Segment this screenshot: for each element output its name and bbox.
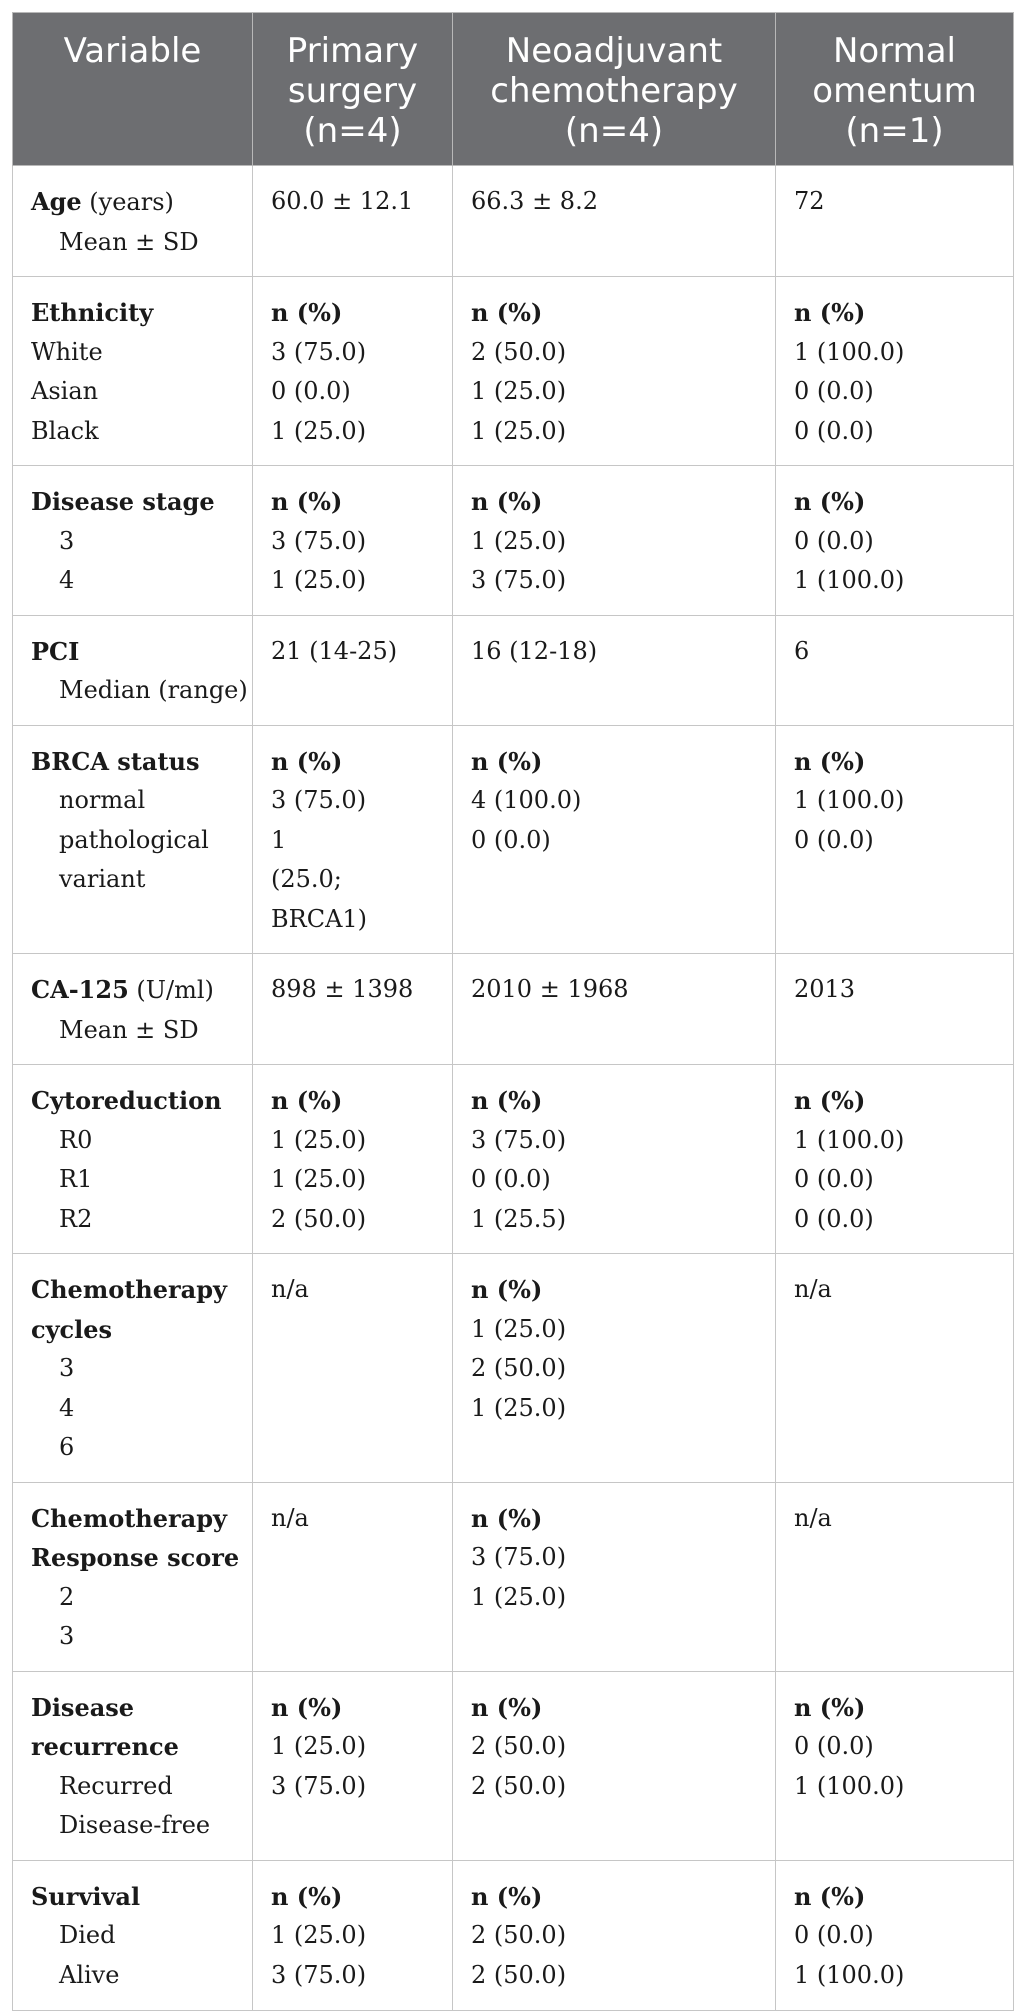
value-cell: n (%) 1 (25.0) 3 (75.0) (253, 1860, 453, 2010)
header-variable: Variable (13, 13, 253, 166)
value-cell: n/a (253, 1254, 453, 1483)
header-primary-surgery: Primary surgery (n=4) (253, 13, 453, 166)
value-cell: 21 (14-25) (253, 615, 453, 725)
value-cell: 6 (776, 615, 1014, 725)
value-cell: 16 (12-18) (453, 615, 776, 725)
value-cell: n (%) 1 (25.0) 2 (50.0) 1 (25.0) (453, 1254, 776, 1483)
value-cell: n (%) 1 (25.0) 3 (75.0) (253, 1671, 453, 1860)
value-cell: n/a (253, 1482, 453, 1671)
value-cell: n (%) 0 (0.0) 1 (100.0) (776, 1860, 1014, 2010)
label-cell: Disease recurrence Recurred Disease-free (13, 1671, 253, 1860)
row-disease-stage (13, 466, 1014, 616)
value-cell: n (%) 3 (75.0) 1 (25.0) (453, 1482, 776, 1671)
value-cell: n (%) 0 (0.0) 1 (100.0) (776, 466, 1014, 616)
header-neoadjuvant-chemotherapy: Neoadjuvant chemotherapy (n=4) (453, 13, 776, 166)
value-cell: n (%) 0 (0.0) 1 (100.0) (776, 1671, 1014, 1860)
row-ca125 (13, 954, 1014, 1065)
value-cell: n (%) 3 (75.0) 1 (25.0) (253, 466, 453, 616)
value-cell: 2010 ± 1968 (453, 954, 776, 1065)
label-cell: Chemotherapy cycles 3 4 6 (13, 1254, 253, 1483)
row-survival (13, 1860, 1014, 2010)
value-cell: n (%) 1 (100.0) 0 (0.0) (776, 725, 1014, 954)
header-normal-omentum: Normal omentum (n=1) (776, 13, 1014, 166)
label-cell: Cytoreduction R0 R1 R2 (13, 1065, 253, 1254)
row-ethnicity (13, 277, 1014, 466)
row-cytoreduction (13, 1065, 1014, 1254)
value-cell: 66.3 ± 8.2 (453, 166, 776, 277)
row-disease-recurrence (13, 1671, 1014, 1860)
value-cell: n (%) 1 (25.0) 3 (75.0) (453, 466, 776, 616)
label-cell: Ethnicity White Asian Black (13, 277, 253, 466)
value-cell: 72 (776, 166, 1014, 277)
row-brca-status (13, 725, 1014, 954)
value-cell: n (%) 3 (75.0) 0 (0.0) 1 (25.0) (253, 277, 453, 466)
label-cell: Chemotherapy Response score 2 3 (13, 1482, 253, 1671)
value-cell: n (%) 4 (100.0) 0 (0.0) (453, 725, 776, 954)
row-chemotherapy-cycles (13, 1254, 1014, 1483)
value-cell: n (%) 1 (25.0) 1 (25.0) 2 (50.0) (253, 1065, 453, 1254)
label-cell: CA-125 (U/ml) Mean ± SD (13, 954, 253, 1065)
value-cell: n (%) 1 (100.0) 0 (0.0) 0 (0.0) (776, 1065, 1014, 1254)
label-cell: PCI Median (range) (13, 615, 253, 725)
value-cell: n (%) 3 (75.0) 1 (25.0; BRCA1) (253, 725, 453, 954)
row-chemotherapy-response-score (13, 1482, 1014, 1671)
value-cell: n (%) 1 (100.0) 0 (0.0) 0 (0.0) (776, 277, 1014, 466)
row-pci (13, 615, 1014, 725)
value-cell: n/a (776, 1482, 1014, 1671)
value-cell: n (%) 2 (50.0) 2 (50.0) (453, 1671, 776, 1860)
value-cell: n (%) 2 (50.0) 1 (25.0) 1 (25.0) (453, 277, 776, 466)
label-cell: Survival Died Alive (13, 1860, 253, 2010)
patient-characteristics-table (12, 12, 1014, 2011)
label-cell: Disease stage 3 4 (13, 466, 253, 616)
table-container (12, 12, 1013, 2011)
label-cell: BRCA status normal pathological variant (13, 725, 253, 954)
value-cell: n (%) 3 (75.0) 0 (0.0) 1 (25.5) (453, 1065, 776, 1254)
value-cell: 2013 (776, 954, 1014, 1065)
header-row (13, 13, 1014, 166)
row-age (13, 166, 1014, 277)
label-cell: Age (years) Mean ± SD (13, 166, 253, 277)
value-cell: 898 ± 1398 (253, 954, 453, 1065)
value-cell: n (%) 2 (50.0) 2 (50.0) (453, 1860, 776, 2010)
value-cell: 60.0 ± 12.1 (253, 166, 453, 277)
value-cell: n/a (776, 1254, 1014, 1483)
